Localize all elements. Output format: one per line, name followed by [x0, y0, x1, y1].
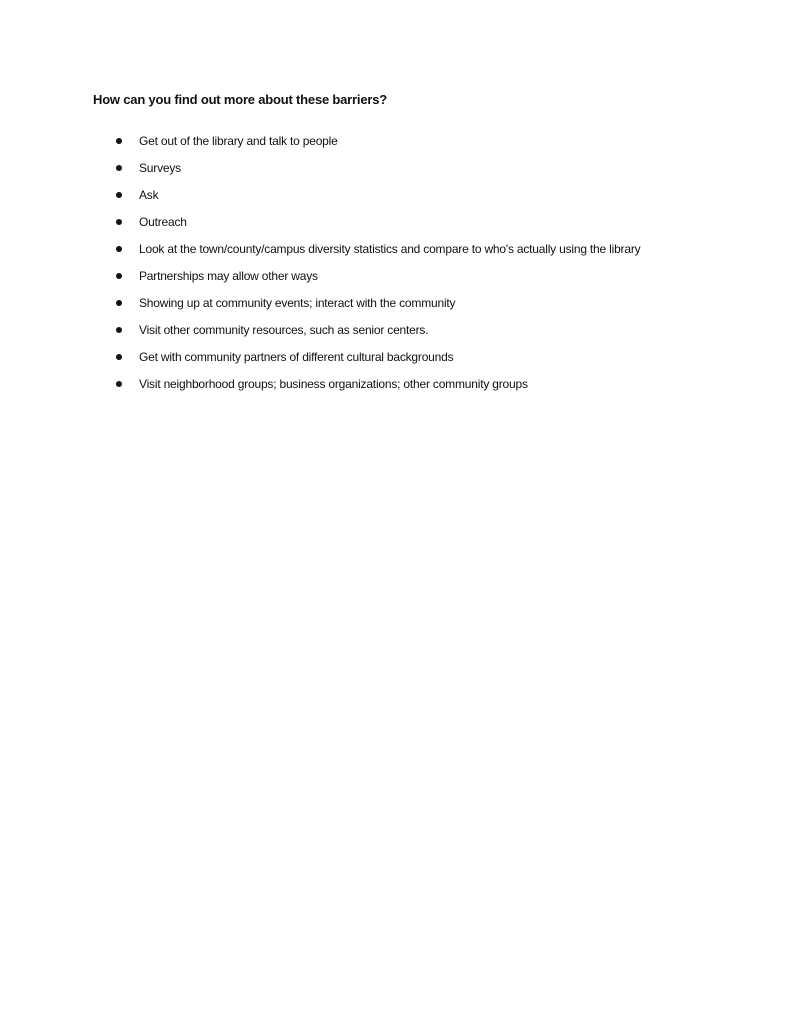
list-item-text: Visit neighborhood groups; business organizations; other community groups — [139, 377, 528, 391]
bullet-icon — [116, 354, 122, 360]
bullet-icon — [116, 300, 122, 306]
list-item-text: Showing up at community events; interact with the community — [139, 296, 456, 310]
bullet-icon — [116, 138, 122, 144]
list-item — [0, 209, 699, 236]
list-item-text: Ask — [139, 188, 159, 202]
bullet-icon — [116, 192, 122, 198]
list-item — [0, 317, 699, 344]
bullet-icon — [116, 273, 122, 279]
list-item — [0, 263, 699, 290]
bullet-list — [0, 128, 791, 398]
section-heading: How can you find out more about these barriers? — [93, 92, 387, 107]
list-item — [0, 182, 699, 209]
list-item — [0, 371, 699, 398]
list-item-text: Surveys — [139, 161, 181, 175]
list-item — [0, 236, 699, 263]
list-item-text: Get with community partners of different cultural backgrounds — [139, 350, 454, 364]
bullet-icon — [116, 165, 122, 171]
list-item — [0, 155, 699, 182]
list-item — [0, 290, 699, 317]
bullet-icon — [116, 381, 122, 387]
bullet-icon — [116, 219, 122, 225]
list-item — [0, 128, 699, 155]
list-item-text: Visit other community resources, such as senior centers. — [139, 323, 429, 337]
list-item-text: Get out of the library and talk to people — [139, 134, 338, 148]
list-item-text: Outreach — [139, 215, 187, 229]
list-item — [0, 344, 699, 371]
list-item-text: Look at the town/county/campus diversity statistics and compare to who's actually using the library — [139, 242, 641, 256]
list-item-text: Partnerships may allow other ways — [139, 269, 318, 283]
bullet-icon — [116, 246, 122, 252]
bullet-icon — [116, 327, 122, 333]
